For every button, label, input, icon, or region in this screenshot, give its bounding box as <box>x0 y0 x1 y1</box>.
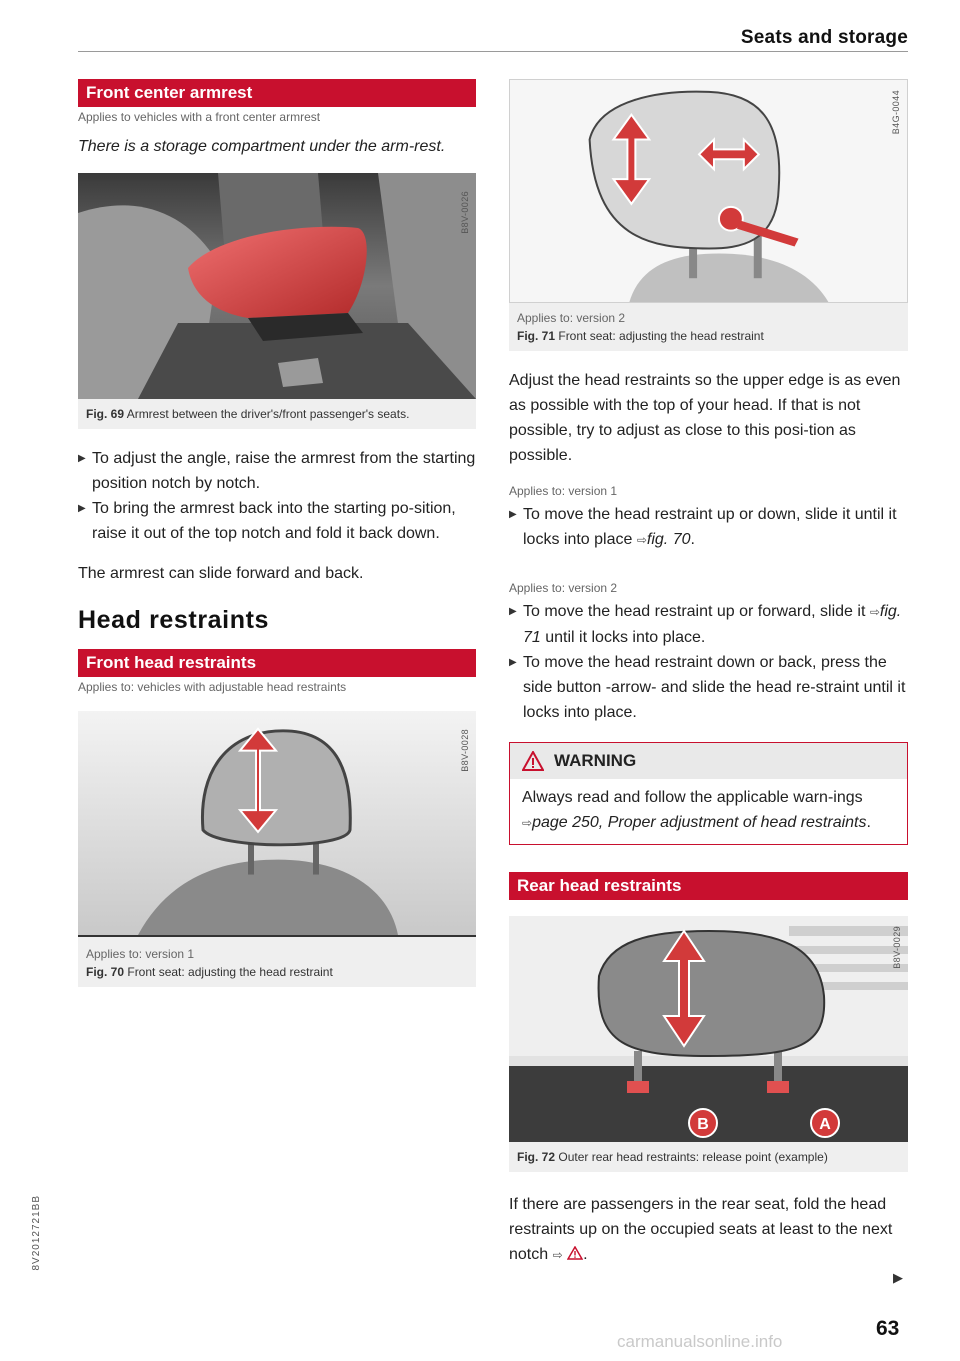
armrest-intro: There is a storage compartment under the arm-rest. <box>78 138 446 155</box>
warning-box <box>509 742 908 845</box>
left-column <box>78 79 476 987</box>
bullet-triangle-icon: ▶ <box>78 453 86 464</box>
applies-front-head-restraints: Applies to: vehicles with adjustable head restraints <box>78 680 347 694</box>
bullet-triangle-icon: ▶ <box>509 606 517 617</box>
warning-header <box>510 743 907 779</box>
reference-arrow-icon: ⇨ <box>869 605 880 619</box>
watermark: carmanualsonline.info <box>617 1332 783 1351</box>
figure-71 <box>509 79 908 351</box>
figure-71-caption <box>509 303 908 351</box>
rear-head-restraint-illustration <box>509 916 908 1142</box>
warning-text: Always read and follow the applicable warn-ings ⇨page 250, Proper adjustment of head restraints. <box>522 789 871 831</box>
warning-ref-icon[interactable] <box>567 1243 583 1257</box>
armrest-slide-text: The armrest can slide forward and back. <box>78 565 364 582</box>
page-number: 63 <box>876 1317 900 1340</box>
figure-72-code: B8V-0029 <box>892 926 902 969</box>
header-rule <box>78 51 908 52</box>
reference-arrow-icon: ⇨ <box>522 816 533 830</box>
figure-69-caption <box>78 399 476 429</box>
applies-version1: Applies to: version 1 <box>509 484 618 498</box>
warning-label: WARNING <box>554 751 637 770</box>
right-column <box>509 79 908 1268</box>
list-item: ▶ To move the head restraint up or forward, slide it ⇨fig. 71 until it locks into place. <box>509 599 908 650</box>
bullet-triangle-icon: ▶ <box>509 657 517 668</box>
fig-70-link[interactable]: fig. 70 <box>646 531 691 548</box>
figure-70 <box>78 711 476 987</box>
figure-71-applies: Applies to: version 2 <box>517 311 626 325</box>
rear-passenger-text: If there are passengers in the rear seat, fold the head restraints up on the occupied seats at least to the next notch ⇨ . <box>509 1196 893 1263</box>
figure-71-photo <box>509 79 908 303</box>
figure-70-number: Fig. 70 <box>86 965 125 979</box>
figure-70-code: B8V-0028 <box>460 729 470 772</box>
figure-69-caption-text: Armrest between the driver's/front passenger's seats. <box>126 407 410 421</box>
figure-69 <box>78 173 476 429</box>
figure-72-number: Fig. 72 <box>517 1150 556 1164</box>
figure-69-number: Fig. 69 <box>86 407 125 421</box>
figure-72-caption-text: Outer rear head restraints: release point (example) <box>558 1150 828 1164</box>
figure-70-photo <box>78 711 476 937</box>
figure-70-caption-text: Front seat: adjusting the head restraint <box>127 965 333 979</box>
version1-bullets <box>509 502 908 553</box>
reference-arrow-icon: ⇨ <box>552 1248 563 1262</box>
head-restraint-version2-illustration <box>510 80 907 302</box>
callout-a: A <box>819 1116 831 1133</box>
reference-arrow-icon: ⇨ <box>636 533 647 547</box>
bullet-triangle-icon: ▶ <box>78 503 86 514</box>
armrest-photo-illustration <box>78 173 476 399</box>
section-bar-front-center-armrest: Front center armrest <box>78 79 476 107</box>
heading-head-restraints: Head restraints <box>78 606 270 634</box>
continue-arrow-icon: ▶ <box>893 1270 903 1285</box>
applies-version2: Applies to: version 2 <box>509 581 618 595</box>
figure-72-caption <box>509 1142 908 1172</box>
callout-b: B <box>697 1116 709 1133</box>
section-bar-front-head-restraints: Front head restraints <box>78 649 476 677</box>
fig-71-link[interactable]: fig. 71 <box>523 603 902 646</box>
adjust-text: Adjust the head restraints so the upper edge is as even as possible with the top of your head. If that is not possible, try to adjust as close to this posi-tion as possible. <box>509 372 901 464</box>
list-item: ▶ To move the head restraint down or back, press the side button -arrow- and slide the head re-straint until it locks into place. <box>509 650 908 725</box>
figure-71-number: Fig. 71 <box>517 329 556 343</box>
version2-bullets <box>509 599 908 725</box>
figure-71-code: B4G-0044 <box>891 90 901 135</box>
figure-72 <box>509 916 908 1172</box>
applies-armrest: Applies to vehicles with a front center armrest <box>78 110 321 124</box>
armrest-bullets <box>78 446 476 546</box>
warning-triangle-icon <box>522 751 544 771</box>
figure-70-applies: Applies to: version 1 <box>86 947 195 961</box>
list-item: ▶ To bring the armrest back into the starting po-sition, raise it out of the top notch and fold it back down. <box>78 496 476 546</box>
list-item: ▶ To adjust the angle, raise the armrest from the starting position notch by notch. <box>78 446 476 496</box>
side-document-code: 8V2012721BB <box>31 1195 42 1271</box>
figure-72-photo <box>509 916 908 1142</box>
running-head: Seats and storage <box>740 27 908 48</box>
figure-69-photo <box>78 173 476 399</box>
figure-70-caption <box>78 937 476 987</box>
bullet-triangle-icon: ▶ <box>509 509 517 520</box>
list-item: ▶ To move the head restraint up or down, slide it until it locks into place ⇨fig. 70. <box>509 502 908 553</box>
head-restraint-photo-illustration <box>78 711 476 935</box>
page-250-link[interactable]: page 250, Proper adjustment of head restraints <box>532 814 867 831</box>
figure-69-code: B8V-0026 <box>460 191 470 234</box>
section-bar-rear-head-restraints: Rear head restraints <box>509 872 908 900</box>
figure-71-caption-text: Front seat: adjusting the head restraint <box>558 329 764 343</box>
